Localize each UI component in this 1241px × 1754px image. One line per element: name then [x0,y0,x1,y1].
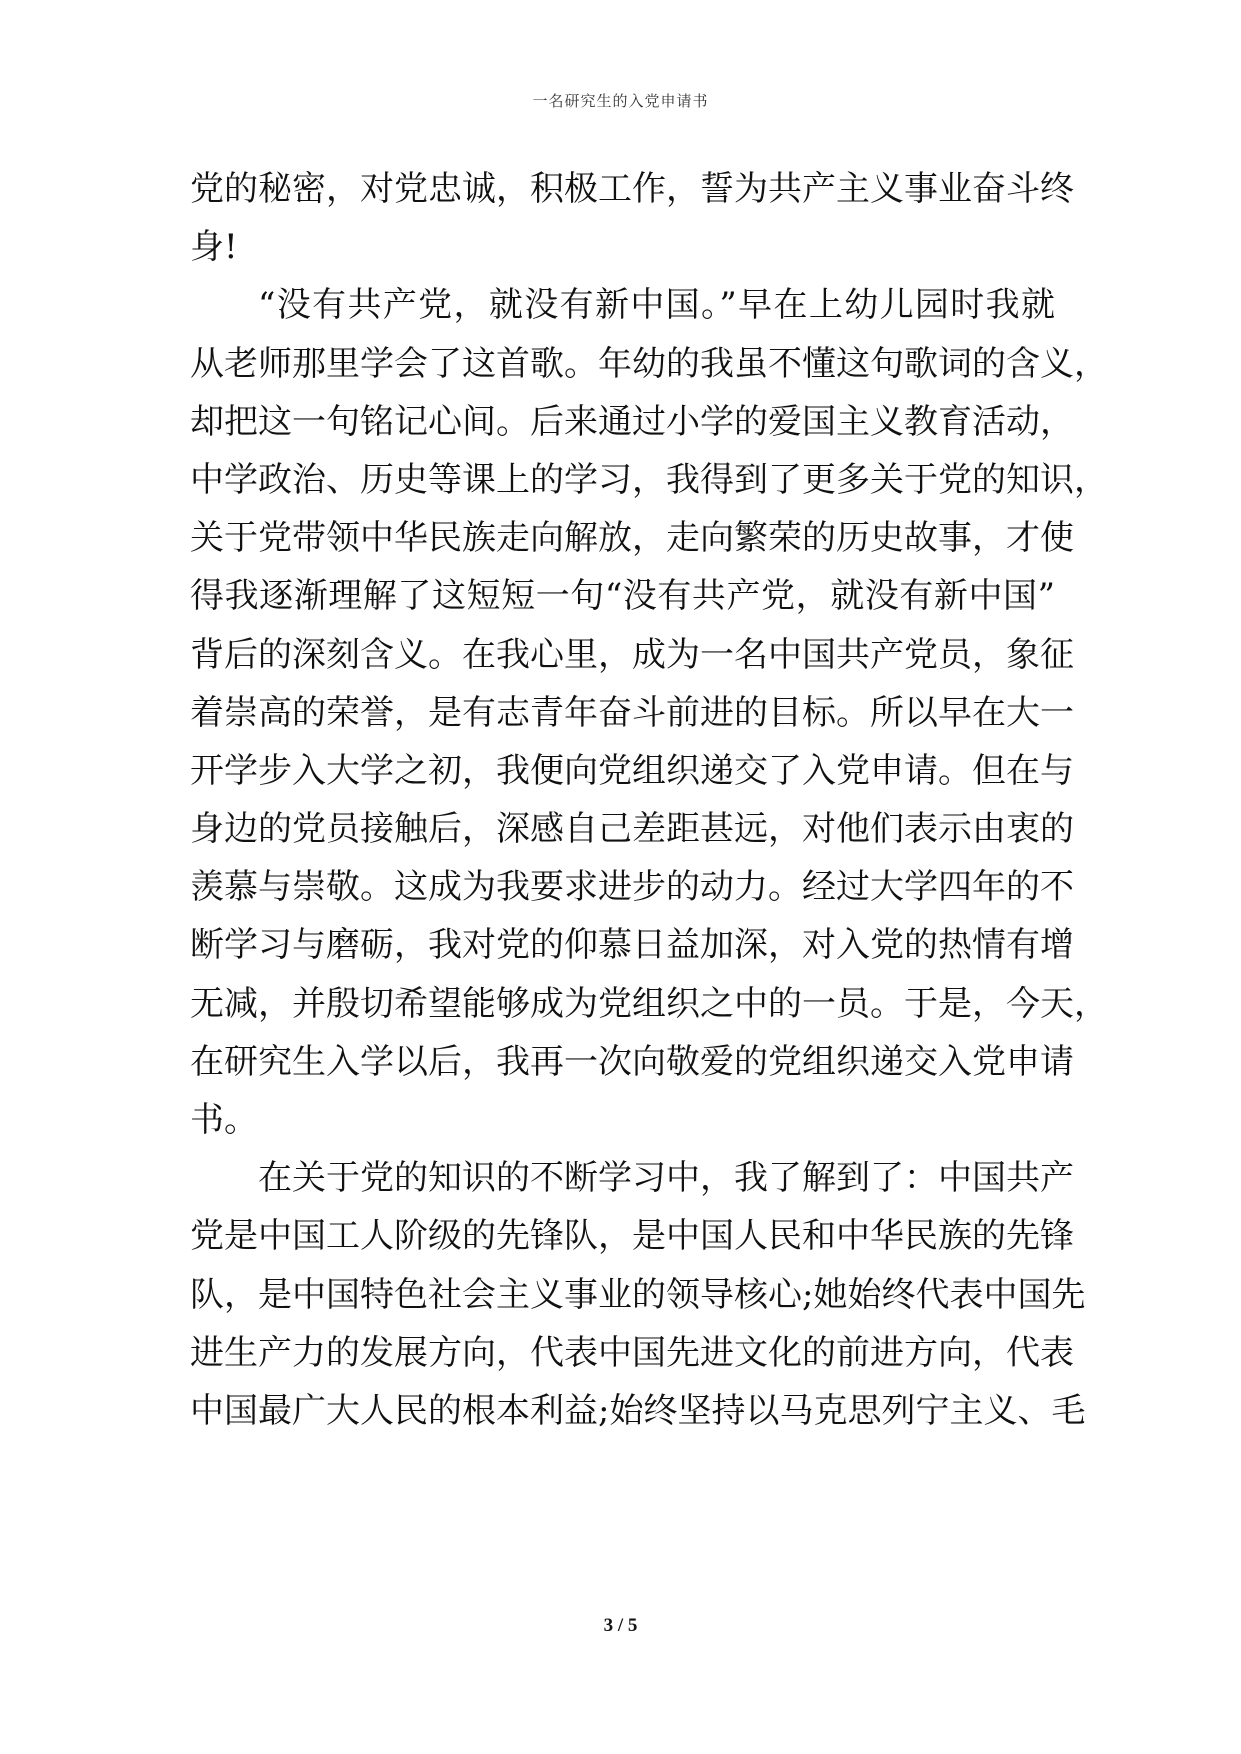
text-line: 着崇高的荣誉，是有志青年奋斗前进的目标。所以早在大一 [190,692,1074,733]
text-line: 羡慕与崇敬。这成为我要求进步的动力。经过大学四年的不 [190,867,1074,908]
text-line: 从老师那里学会了这首歌。年幼的我虽不懂这句歌词的含义， [190,343,1108,384]
text-line: 进生产力的发展方向，代表中国先进文化的前进方向，代表 [190,1332,1074,1373]
text-line: 队，是中国特色社会主义事业的领导核心;她始终代表中国先 [190,1274,1086,1315]
text-line: 书。 [190,1100,258,1140]
document-body [190,160,1108,1440]
page-number: 3 / 5 [603,1615,638,1636]
text-line: 党是中国工人阶级的先锋队，是中国人民和中华民族的先锋 [190,1216,1074,1257]
text-line: 开学步入大学之初，我便向党组织递交了入党申请。但在与 [190,750,1074,791]
text-line: 关于党带领中华民族走向解放，走向繁荣的历史故事，才使 [190,518,1074,559]
text-line: 身边的党员接触后，深感自己差距甚远，对他们表示由衷的 [190,809,1074,850]
text-line: 在关于党的知识的不断学习中，我了解到了：中国共产 [258,1158,1074,1199]
paragraph [190,160,1074,276]
text-line: 中国最广大人民的根本利益;始终坚持以马克思列宁主义、毛 [190,1390,1086,1431]
text-line: 无减，并殷切希望能够成为党组织之中的一员。于是，今天， [190,983,1108,1024]
paragraph [190,276,1108,1149]
running-header: 一名研究生的入党申请书 [532,92,709,110]
text-line: 身! [190,227,238,268]
text-line: 党的秘密，对党忠诚，积极工作，誓为共产主义事业奋斗终 [190,169,1074,209]
text-line: 中学政治、历史等课上的学习，我得到了更多关于党的知识， [190,459,1108,500]
text-line: 断学习与磨砺，我对党的仰慕日益加深，对入党的热情有增 [190,925,1074,966]
text-line: 却把这一句铭记心间。后来通过小学的爱国主义教育活动， [190,401,1074,442]
text-line: “没有共产党，就没有新中国。”早在上幼儿园时我就 [258,285,1055,326]
text-line: 背后的深刻含义。在我心里，成为一名中国共产党员，象征 [190,634,1074,675]
text-line: 得我逐渐理解了这短短一句“没有共产党，就没有新中国” [190,576,1055,617]
text-line: 在研究生入学以后，我再一次向敬爱的党组织递交入党申请 [190,1041,1074,1082]
paragraph [190,1149,1086,1440]
